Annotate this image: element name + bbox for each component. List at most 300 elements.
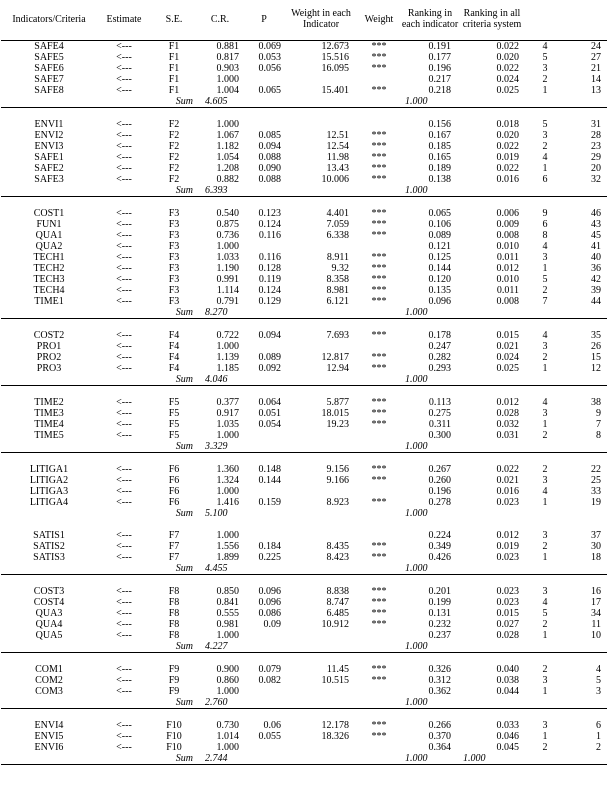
rank-all-cell: 0.020 — [496, 51, 519, 63]
rank-all-cell: 0.008 — [496, 295, 519, 307]
rank-all-cell: 0.015 — [496, 607, 519, 619]
table-row — [1, 119, 607, 130]
sum-empty-cell — [97, 96, 151, 108]
rank-indicator-cell: 0.312 — [428, 674, 451, 686]
cr-cell: 1.190 — [216, 262, 239, 274]
sum-empty-cell — [525, 185, 565, 197]
rank-indicator-cell: 0.364 — [428, 741, 451, 753]
weight-cell: *** — [371, 151, 387, 163]
p-cell: 0.225 — [258, 551, 281, 563]
sum-empty-cell — [285, 753, 357, 765]
rank-within-cell: 2 — [542, 284, 548, 296]
sum-empty-cell — [565, 374, 607, 386]
p-cell: 0.148 — [258, 463, 281, 475]
sum-empty-cell — [285, 441, 357, 453]
estimate-cell: <--- — [116, 719, 132, 731]
table-row — [1, 52, 607, 63]
rank-within-cell: 3 — [542, 251, 548, 263]
indicator-cell: SAFE4 — [34, 40, 64, 52]
rank-within-cell: 6 — [542, 173, 548, 185]
rank-within-cell: 3 — [542, 585, 548, 597]
estimate-cell: <--- — [116, 129, 132, 141]
cr-cell: 1.004 — [216, 84, 239, 96]
rank-within-cell: 2 — [542, 663, 548, 675]
sum-label: Sum — [175, 507, 193, 519]
estimate-cell: <--- — [116, 151, 132, 163]
rank-overall-cell: 11 — [591, 618, 601, 630]
cr-cell: 0.540 — [216, 207, 239, 219]
rank-within-cell: 3 — [542, 474, 548, 486]
indicator-cell: PRO1 — [36, 340, 62, 352]
indicator-cell: SAFE2 — [34, 162, 64, 174]
sum-all-criteria — [459, 441, 525, 453]
rank-within-cell: 2 — [542, 351, 548, 363]
rank-all-cell: 0.012 — [496, 529, 519, 541]
weight-cell: *** — [371, 730, 387, 742]
table-row — [1, 263, 607, 274]
weight-cell: *** — [371, 207, 387, 219]
se-cell: F2 — [168, 129, 180, 141]
cr-cell: 1.139 — [216, 351, 239, 363]
se-cell: F3 — [168, 284, 180, 296]
p-cell: 0.159 — [258, 496, 281, 508]
sum-empty-cell — [1, 641, 97, 653]
group-spacer — [1, 652, 607, 664]
cr-cell: 1.899 — [216, 551, 239, 563]
sum-empty-cell — [243, 563, 285, 575]
se-cell: F7 — [168, 529, 180, 541]
rank-overall-cell: 10 — [591, 629, 601, 641]
weight-cell: *** — [371, 362, 387, 374]
rank-within-cell: 2 — [542, 463, 548, 475]
sum-weight: 1.000 — [401, 563, 459, 575]
sum-empty-cell — [565, 508, 607, 519]
cr-cell: 1.000 — [216, 529, 239, 541]
weight-cell: *** — [371, 229, 387, 241]
p-cell — [243, 742, 285, 753]
rank-within-cell: 2 — [542, 618, 548, 630]
sum-empty-cell — [243, 96, 285, 108]
sum-value: 4.227 — [197, 641, 243, 653]
p-cell: 0.123 — [258, 207, 281, 219]
weight-indicator-cell: 8.911 — [326, 251, 349, 263]
estimate-cell: <--- — [116, 340, 132, 352]
estimate-cell: <--- — [116, 207, 132, 219]
sum-all-criteria — [459, 374, 525, 386]
rank-within-cell: 1 — [542, 262, 548, 274]
sum-empty-cell — [357, 374, 401, 386]
weight-cell: *** — [371, 40, 387, 52]
rank-within-cell: 4 — [542, 329, 548, 341]
se-cell: F3 — [168, 218, 180, 230]
se-cell: F3 — [168, 251, 180, 263]
sum-value: 4.455 — [197, 563, 243, 575]
group-spacer — [1, 452, 607, 464]
se-cell: F2 — [168, 173, 180, 185]
weight-cell — [357, 341, 401, 352]
rank-indicator-cell: 0.247 — [428, 340, 451, 352]
sum-all-criteria: 1.000 — [459, 753, 525, 765]
rank-within-cell: 1 — [542, 84, 548, 96]
rank-all-cell: 0.019 — [496, 540, 519, 552]
rank-within-cell: 1 — [542, 685, 548, 697]
rank-indicator-cell: 0.266 — [428, 719, 451, 731]
sum-empty-cell — [525, 563, 565, 575]
weight-cell: *** — [371, 51, 387, 63]
rank-all-cell: 0.009 — [496, 218, 519, 230]
table-row — [1, 475, 607, 486]
spacer-cell — [1, 196, 607, 208]
weight-indicator-cell: 9.166 — [326, 474, 349, 486]
estimate-cell: <--- — [116, 140, 132, 152]
rank-indicator-cell: 0.362 — [428, 685, 451, 697]
rank-within-cell: 3 — [542, 674, 548, 686]
sum-label: Sum — [151, 374, 197, 386]
sum-empty-cell — [1, 563, 97, 575]
sum-all-criteria — [459, 697, 525, 709]
sum-empty-cell — [243, 185, 285, 197]
table-row — [1, 274, 607, 285]
rank-overall-cell: 4 — [596, 663, 601, 675]
rank-indicator-cell: 0.156 — [428, 118, 451, 130]
rank-overall-cell: 1 — [596, 730, 601, 742]
table-row — [1, 230, 607, 241]
se-cell: F10 — [166, 741, 182, 753]
spacer-cell — [1, 652, 607, 664]
estimate-cell: <--- — [116, 529, 132, 541]
weight-indicator-cell: 7.693 — [326, 329, 349, 341]
sum-row — [1, 441, 607, 453]
indicator-cell: SATIS2 — [33, 540, 65, 552]
weight-indicator-cell: 9.32 — [331, 262, 349, 274]
rank-all-cell: 0.016 — [496, 173, 519, 185]
p-cell: 0.051 — [258, 407, 281, 419]
cr-cell: 0.377 — [216, 396, 239, 408]
se-cell: F1 — [168, 51, 180, 63]
rank-overall-cell: 35 — [591, 329, 601, 341]
rank-overall-cell: 41 — [591, 240, 601, 252]
table-row — [1, 408, 607, 419]
rank-within-cell: 4 — [542, 240, 548, 252]
indicator-cell: TIME2 — [34, 396, 64, 408]
sum-weight: 1.000 — [401, 374, 459, 386]
rank-indicator-cell: 0.167 — [428, 129, 451, 141]
rank-overall-cell: 25 — [591, 474, 601, 486]
se-cell: F8 — [168, 618, 180, 630]
sum-empty-cell — [285, 374, 357, 386]
weight-indicator-cell: 16.095 — [321, 62, 349, 74]
cr-cell: 1.324 — [216, 474, 239, 486]
estimate-cell: <--- — [116, 485, 132, 497]
p-cell: 0.116 — [258, 251, 281, 263]
indicator-cell: TIME5 — [34, 429, 64, 441]
rank-overall-cell: 32 — [591, 173, 601, 185]
rank-indicator-cell: 0.217 — [428, 73, 451, 85]
rank-indicator-cell: 0.426 — [428, 551, 451, 563]
estimate-cell: <--- — [116, 362, 132, 374]
rank-within-cell: 4 — [542, 40, 548, 52]
group-spacer — [1, 385, 607, 397]
p-cell: 0.096 — [258, 585, 281, 597]
table-row — [1, 174, 607, 185]
sum-label: Sum — [151, 185, 197, 197]
rank-indicator-cell: 0.131 — [428, 607, 451, 619]
weight-indicator-cell: 10.006 — [321, 173, 349, 185]
indicator-cell: SAFE6 — [34, 62, 64, 74]
weight-indicator-cell: 12.178 — [321, 719, 349, 731]
sum-empty-cell — [243, 307, 285, 319]
indicator-cell: SAFE5 — [34, 51, 64, 63]
sum-empty-cell — [243, 508, 285, 519]
estimate-cell: <--- — [116, 540, 132, 552]
estimate-cell: <--- — [116, 173, 132, 185]
cr-cell: 1.000 — [216, 118, 239, 130]
indicator-cell: QUA3 — [35, 607, 63, 619]
sum-value: 5.100 — [205, 507, 228, 519]
weight-cell — [357, 241, 401, 252]
rank-overall-cell: 6 — [596, 719, 601, 731]
indicator-cell: COM1 — [35, 663, 63, 675]
se-cell: F8 — [168, 585, 180, 597]
sum-value: 6.393 — [197, 185, 243, 197]
indicator-cell: QUA1 — [35, 229, 63, 241]
sum-empty-cell — [525, 641, 565, 653]
sum-weight: 1.000 — [401, 697, 459, 709]
weight-indicator-cell: 11.98 — [326, 151, 349, 163]
col-header-indicators: Indicators/Criteria — [1, 0, 97, 40]
rank-all-cell: 0.022 — [496, 40, 519, 52]
se-cell: F7 — [168, 540, 180, 552]
weight-cell — [357, 742, 401, 753]
sum-empty-cell — [565, 185, 607, 197]
rank-indicator-cell: 0.282 — [428, 351, 451, 363]
p-cell: 0.088 — [258, 173, 281, 185]
sum-label: Sum — [151, 96, 197, 108]
rank-overall-cell: 44 — [591, 295, 601, 307]
weight-indicator-cell: 8.747 — [326, 596, 349, 608]
table-row — [1, 130, 607, 141]
rank-all-cell: 0.012 — [496, 396, 519, 408]
rank-indicator-cell: 0.106 — [428, 218, 451, 230]
indicator-cell: LITIGA4 — [29, 496, 69, 508]
weight-indicator-cell: 8.435 — [326, 540, 349, 552]
cr-cell: 1.000 — [216, 685, 239, 697]
rank-within-cell: 5 — [542, 51, 548, 63]
weight-indicator-cell: 18.326 — [321, 730, 349, 742]
cr-cell: 1.556 — [216, 540, 239, 552]
rank-overall-cell: 17 — [591, 596, 601, 608]
p-cell — [243, 341, 285, 352]
rank-indicator-cell: 0.349 — [428, 540, 451, 552]
table-row — [1, 341, 607, 352]
rank-within-cell: 3 — [542, 129, 548, 141]
weight-cell: *** — [371, 262, 387, 274]
weight-cell: *** — [371, 463, 387, 475]
weight-indicator-cell — [285, 742, 357, 753]
estimate-cell: <--- — [116, 218, 132, 230]
rank-overall-cell: 37 — [591, 529, 601, 541]
cr-cell: 0.903 — [216, 62, 239, 74]
se-cell: F9 — [168, 685, 180, 697]
rank-all-cell: 0.010 — [496, 240, 519, 252]
estimate-cell: <--- — [116, 62, 132, 74]
se-cell: F1 — [168, 62, 180, 74]
group-spacer — [1, 519, 607, 530]
weight-indicator-cell: 10.912 — [321, 618, 349, 630]
se-cell: F6 — [168, 474, 180, 486]
rank-indicator-cell: 0.199 — [428, 596, 451, 608]
rank-overall-cell: 31 — [591, 118, 601, 130]
indicator-cell: SAFE8 — [34, 84, 64, 96]
cr-cell: 1.185 — [216, 362, 239, 374]
indicator-cell: ENVI1 — [34, 118, 64, 130]
weight-indicator-cell — [285, 686, 357, 697]
sum-empty-cell — [243, 441, 285, 453]
indicator-cell: SAFE3 — [34, 173, 64, 185]
estimate-cell: <--- — [116, 685, 132, 697]
sum-empty-cell — [97, 374, 151, 386]
se-cell: F8 — [168, 607, 180, 619]
rank-overall-cell: 16 — [591, 585, 601, 597]
p-cell: 0.056 — [258, 62, 281, 74]
p-cell: 0.079 — [258, 663, 281, 675]
weight-cell: *** — [371, 251, 387, 263]
se-cell: F7 — [168, 551, 180, 563]
cr-cell: 0.875 — [216, 218, 239, 230]
weight-cell: *** — [371, 551, 387, 563]
rank-indicator-cell: 0.135 — [428, 284, 451, 296]
se-cell: F6 — [168, 485, 180, 497]
sum-empty-cell — [97, 441, 151, 453]
indicator-cell: SATIS3 — [33, 551, 65, 563]
indicator-cell: COST4 — [33, 596, 65, 608]
p-cell — [243, 74, 285, 85]
weight-cell — [357, 686, 401, 697]
col-header-rank-overall — [565, 0, 607, 40]
sum-row — [1, 508, 607, 519]
p-cell — [243, 241, 285, 252]
rank-within-cell: 5 — [542, 607, 548, 619]
sum-label: Sum — [151, 697, 197, 709]
estimate-cell: <--- — [116, 40, 132, 52]
sum-label: Sum — [151, 563, 197, 575]
weight-cell: *** — [371, 351, 387, 363]
rank-indicator-cell: 0.196 — [428, 62, 451, 74]
spacer-cell — [1, 708, 607, 720]
se-cell: F5 — [168, 407, 180, 419]
rank-all-cell: 0.024 — [496, 351, 519, 363]
weight-cell: *** — [371, 218, 387, 230]
rank-within-cell: 2 — [542, 429, 548, 441]
sum-empty-cell — [357, 753, 401, 765]
weight-indicator-cell: 15.516 — [321, 51, 349, 63]
sum-empty-cell — [97, 307, 151, 319]
sum-all-criteria — [459, 563, 525, 575]
p-cell: 0.124 — [258, 284, 281, 296]
sum-empty-cell — [1, 307, 97, 319]
rank-overall-cell: 36 — [591, 262, 601, 274]
sum-empty-cell — [525, 307, 565, 319]
sum-row — [1, 185, 607, 197]
rank-within-cell: 2 — [542, 741, 548, 753]
p-cell: 0.129 — [258, 295, 281, 307]
cr-cell: 1.014 — [216, 730, 239, 742]
p-cell: 0.06 — [263, 719, 281, 731]
sum-all-criteria — [459, 185, 525, 197]
rank-all-cell: 0.022 — [496, 62, 519, 74]
estimate-cell: <--- — [116, 585, 132, 597]
indicator-cell: TIME1 — [34, 295, 64, 307]
cr-cell: 1.035 — [216, 418, 239, 430]
sum-empty-cell — [97, 185, 151, 197]
rank-within-cell: 3 — [542, 529, 548, 541]
se-cell: F5 — [168, 429, 180, 441]
estimate-cell: <--- — [116, 429, 132, 441]
sum-weight: 1.000 — [401, 96, 459, 108]
spacer-cell — [1, 452, 607, 464]
se-cell: F3 — [168, 229, 180, 241]
rank-overall-cell: 14 — [591, 73, 601, 85]
rank-within-cell: 3 — [542, 719, 548, 731]
p-cell: 0.085 — [258, 129, 281, 141]
cr-cell: 1.000 — [216, 73, 239, 85]
weight-indicator-cell: 8.981 — [326, 284, 349, 296]
indicator-cell: ENVI5 — [34, 730, 64, 742]
rank-within-cell: 1 — [542, 418, 548, 430]
table-row — [1, 742, 607, 753]
weight-cell — [357, 630, 401, 641]
rank-within-cell: 1 — [542, 162, 548, 174]
sum-empty-cell — [243, 753, 285, 765]
rank-indicator-cell: 0.326 — [428, 663, 451, 675]
p-cell: 0.086 — [258, 607, 281, 619]
weight-indicator-cell — [285, 119, 357, 130]
sum-label: Sum — [151, 641, 197, 653]
rank-within-cell: 8 — [542, 229, 548, 241]
cr-cell: 0.722 — [216, 329, 239, 341]
rank-all-cell: 0.011 — [496, 284, 519, 296]
weight-indicator-cell: 12.94 — [326, 362, 349, 374]
indicator-cell: TECH2 — [33, 262, 65, 274]
p-cell — [243, 630, 285, 641]
table-row — [1, 219, 607, 230]
sum-empty-cell — [285, 508, 357, 519]
se-cell: F3 — [168, 262, 180, 274]
spacer-cell — [1, 107, 607, 119]
rank-overall-cell: 15 — [591, 351, 601, 363]
rank-all-cell: 0.032 — [496, 418, 519, 430]
table-row — [1, 397, 607, 408]
table-row — [1, 552, 607, 563]
sum-empty-cell — [357, 96, 401, 108]
estimate-cell: <--- — [116, 418, 132, 430]
weight-indicator-cell — [285, 74, 357, 85]
weight-cell: *** — [371, 162, 387, 174]
rank-overall-cell: 23 — [591, 140, 601, 152]
table-row — [1, 664, 607, 675]
rank-all-cell: 0.023 — [496, 596, 519, 608]
table-row — [1, 40, 607, 52]
se-cell: F10 — [166, 730, 182, 742]
rank-overall-cell: 39 — [591, 284, 601, 296]
weight-cell: *** — [371, 618, 387, 630]
sum-empty-cell — [97, 563, 151, 575]
rank-overall-cell: 19 — [591, 496, 601, 508]
p-cell — [243, 686, 285, 697]
rank-overall-cell: 7 — [596, 418, 601, 430]
col-header-ranking-all-criteria: Ranking in all criteria system — [459, 0, 525, 40]
weight-indicator-cell — [285, 341, 357, 352]
